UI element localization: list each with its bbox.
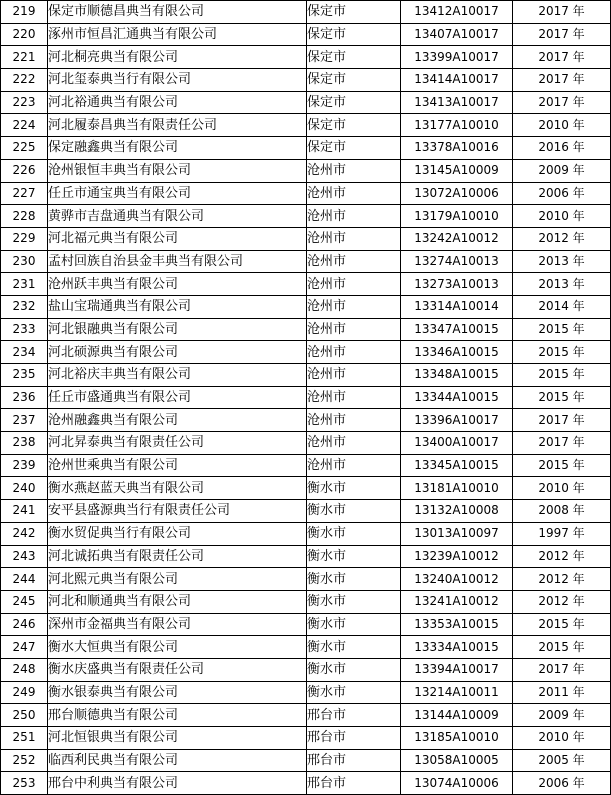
row-number-cell: 222 (1, 69, 48, 92)
table-row (1, 1, 611, 24)
license-code-cell: 13399A10017 (401, 46, 513, 69)
year-cell: 2015 年 (513, 454, 611, 477)
year-cell: 2015 年 (513, 386, 611, 409)
table-row (1, 409, 611, 432)
company-name-cell: 任丘市盛通典当有限公司 (48, 386, 307, 409)
company-name-cell: 河北硕源典当有限公司 (48, 341, 307, 364)
license-code-cell: 13412A10017 (401, 1, 513, 24)
company-name-cell: 河北玺泰典当行有限公司 (48, 69, 307, 92)
year-cell: 2013 年 (513, 250, 611, 273)
city-cell: 保定市 (307, 1, 401, 24)
company-name-cell: 安平县盛源典当行有限责任公司 (48, 500, 307, 523)
table-row (1, 432, 611, 455)
year-cell: 2015 年 (513, 613, 611, 636)
row-number-cell: 229 (1, 227, 48, 250)
city-cell: 邢台市 (307, 749, 401, 772)
license-code-cell: 13239A10012 (401, 545, 513, 568)
company-name-cell: 河北裕通典当有限公司 (48, 91, 307, 114)
row-number-cell: 249 (1, 681, 48, 704)
table-row (1, 69, 611, 92)
license-code-cell: 13185A10010 (401, 727, 513, 750)
year-cell: 2017 年 (513, 432, 611, 455)
year-cell: 2010 年 (513, 477, 611, 500)
company-name-cell: 涿州市恒昌汇通典当有限公司 (48, 23, 307, 46)
license-code-cell: 13394A10017 (401, 658, 513, 681)
city-cell: 衡水市 (307, 681, 401, 704)
license-code-cell: 13241A10012 (401, 590, 513, 613)
row-number-cell: 225 (1, 137, 48, 160)
table-row (1, 159, 611, 182)
company-name-cell: 河北昇泰典当有限责任公司 (48, 432, 307, 455)
year-cell: 2016 年 (513, 137, 611, 160)
year-cell: 2010 年 (513, 205, 611, 228)
row-number-cell: 246 (1, 613, 48, 636)
city-cell: 沧州市 (307, 364, 401, 387)
year-cell: 2017 年 (513, 409, 611, 432)
year-cell: 2005 年 (513, 749, 611, 772)
company-name-cell: 沧州世乘典当有限公司 (48, 454, 307, 477)
city-cell: 保定市 (307, 114, 401, 137)
company-name-cell: 河北桐亮典当有限公司 (48, 46, 307, 69)
company-name-cell: 衡水贸促典当行有限公司 (48, 522, 307, 545)
company-name-cell: 沧州融鑫典当有限公司 (48, 409, 307, 432)
city-cell: 沧州市 (307, 318, 401, 341)
city-cell: 衡水市 (307, 500, 401, 523)
row-number-cell: 240 (1, 477, 48, 500)
row-number-cell: 250 (1, 704, 48, 727)
row-number-cell: 248 (1, 658, 48, 681)
company-name-cell: 邢台顺德典当有限公司 (48, 704, 307, 727)
company-name-cell: 河北银融典当有限公司 (48, 318, 307, 341)
table-row (1, 386, 611, 409)
table-row (1, 727, 611, 750)
city-cell: 衡水市 (307, 522, 401, 545)
city-cell: 保定市 (307, 91, 401, 114)
table-row (1, 749, 611, 772)
city-cell: 保定市 (307, 69, 401, 92)
table-row (1, 590, 611, 613)
table-row (1, 522, 611, 545)
license-code-cell: 13144A10009 (401, 704, 513, 727)
city-cell: 衡水市 (307, 545, 401, 568)
license-code-cell: 13145A10009 (401, 159, 513, 182)
row-number-cell: 226 (1, 159, 48, 182)
company-name-cell: 河北福元典当有限公司 (48, 227, 307, 250)
table-row (1, 182, 611, 205)
table-row (1, 46, 611, 69)
table-row (1, 205, 611, 228)
year-cell: 2012 年 (513, 227, 611, 250)
company-name-cell: 河北和顺通典当有限公司 (48, 590, 307, 613)
company-name-cell: 黄骅市吉盘通典当有限公司 (48, 205, 307, 228)
year-cell: 2006 年 (513, 182, 611, 205)
city-cell: 保定市 (307, 23, 401, 46)
license-code-cell: 13400A10017 (401, 432, 513, 455)
row-number-cell: 241 (1, 500, 48, 523)
company-name-cell: 临西利民典当有限公司 (48, 749, 307, 772)
table-row (1, 454, 611, 477)
year-cell: 2011 年 (513, 681, 611, 704)
row-number-cell: 237 (1, 409, 48, 432)
city-cell: 保定市 (307, 46, 401, 69)
year-cell: 2012 年 (513, 545, 611, 568)
year-cell: 2017 年 (513, 658, 611, 681)
license-code-cell: 13396A10017 (401, 409, 513, 432)
year-cell: 2013 年 (513, 273, 611, 296)
city-cell: 沧州市 (307, 454, 401, 477)
license-code-cell: 13347A10015 (401, 318, 513, 341)
license-code-cell: 13214A10011 (401, 681, 513, 704)
row-number-cell: 232 (1, 295, 48, 318)
table-row (1, 295, 611, 318)
license-code-cell: 13072A10006 (401, 182, 513, 205)
city-cell: 衡水市 (307, 590, 401, 613)
year-cell: 2015 年 (513, 364, 611, 387)
license-code-cell: 13413A10017 (401, 91, 513, 114)
year-cell: 2010 年 (513, 727, 611, 750)
table-row (1, 500, 611, 523)
year-cell: 2015 年 (513, 636, 611, 659)
license-code-cell: 13179A10010 (401, 205, 513, 228)
city-cell: 沧州市 (307, 227, 401, 250)
table-row (1, 341, 611, 364)
license-code-cell: 13274A10013 (401, 250, 513, 273)
license-code-cell: 13242A10012 (401, 227, 513, 250)
year-cell: 2012 年 (513, 590, 611, 613)
license-code-cell: 13407A10017 (401, 23, 513, 46)
license-code-cell: 13314A10014 (401, 295, 513, 318)
row-number-cell: 252 (1, 749, 48, 772)
year-cell: 2010 年 (513, 114, 611, 137)
city-cell: 邢台市 (307, 727, 401, 750)
year-cell: 2014 年 (513, 295, 611, 318)
company-name-cell: 衡水庆盛典当有限责任公司 (48, 658, 307, 681)
city-cell: 衡水市 (307, 658, 401, 681)
city-cell: 沧州市 (307, 295, 401, 318)
license-code-cell: 13348A10015 (401, 364, 513, 387)
row-number-cell: 221 (1, 46, 48, 69)
company-name-cell: 任丘市通宝典当有限公司 (48, 182, 307, 205)
row-number-cell: 242 (1, 522, 48, 545)
license-code-cell: 13346A10015 (401, 341, 513, 364)
table-row (1, 477, 611, 500)
city-cell: 沧州市 (307, 182, 401, 205)
year-cell: 2006 年 (513, 772, 611, 795)
license-code-cell: 13240A10012 (401, 568, 513, 591)
company-name-cell: 盐山宝瑞通典当有限公司 (48, 295, 307, 318)
city-cell: 沧州市 (307, 159, 401, 182)
table-row (1, 91, 611, 114)
company-name-cell: 保定市顺德昌典当有限公司 (48, 1, 307, 24)
table-row (1, 704, 611, 727)
license-code-cell: 13013A10097 (401, 522, 513, 545)
row-number-cell: 238 (1, 432, 48, 455)
row-number-cell: 233 (1, 318, 48, 341)
company-name-cell: 邢台中利典当有限公司 (48, 772, 307, 795)
company-name-cell: 河北裕庆丰典当有限公司 (48, 364, 307, 387)
company-name-cell: 沧州跃丰典当有限公司 (48, 273, 307, 296)
row-number-cell: 224 (1, 114, 48, 137)
license-code-cell: 13345A10015 (401, 454, 513, 477)
table-row (1, 137, 611, 160)
table-row (1, 23, 611, 46)
table-row (1, 636, 611, 659)
city-cell: 沧州市 (307, 432, 401, 455)
row-number-cell: 230 (1, 250, 48, 273)
table-row (1, 273, 611, 296)
company-name-cell: 保定融鑫典当有限公司 (48, 137, 307, 160)
year-cell: 2009 年 (513, 704, 611, 727)
table-row (1, 658, 611, 681)
license-code-cell: 13181A10010 (401, 477, 513, 500)
license-code-cell: 13074A10006 (401, 772, 513, 795)
year-cell: 1997 年 (513, 522, 611, 545)
license-code-cell: 13353A10015 (401, 613, 513, 636)
table-row (1, 318, 611, 341)
row-number-cell: 220 (1, 23, 48, 46)
year-cell: 2012 年 (513, 568, 611, 591)
year-cell: 2015 年 (513, 318, 611, 341)
row-number-cell: 244 (1, 568, 48, 591)
company-name-cell: 河北履泰昌典当有限责任公司 (48, 114, 307, 137)
row-number-cell: 228 (1, 205, 48, 228)
city-cell: 邢台市 (307, 772, 401, 795)
company-name-cell: 沧州银恒丰典当有限公司 (48, 159, 307, 182)
year-cell: 2017 年 (513, 91, 611, 114)
company-name-cell: 孟村回族自治县金丰典当有限公司 (48, 250, 307, 273)
city-cell: 沧州市 (307, 409, 401, 432)
city-cell: 沧州市 (307, 205, 401, 228)
table-row (1, 250, 611, 273)
table-row (1, 545, 611, 568)
company-name-cell: 河北熙元典当有限公司 (48, 568, 307, 591)
row-number-cell: 247 (1, 636, 48, 659)
license-code-cell: 13273A10013 (401, 273, 513, 296)
city-cell: 沧州市 (307, 386, 401, 409)
license-code-cell: 13177A10010 (401, 114, 513, 137)
year-cell: 2017 年 (513, 69, 611, 92)
row-number-cell: 236 (1, 386, 48, 409)
year-cell: 2017 年 (513, 46, 611, 69)
license-code-cell: 13058A10005 (401, 749, 513, 772)
city-cell: 衡水市 (307, 636, 401, 659)
row-number-cell: 239 (1, 454, 48, 477)
license-code-cell: 13334A10015 (401, 636, 513, 659)
year-cell: 2008 年 (513, 500, 611, 523)
row-number-cell: 219 (1, 1, 48, 24)
city-cell: 沧州市 (307, 273, 401, 296)
company-name-cell: 衡水银泰典当有限公司 (48, 681, 307, 704)
year-cell: 2009 年 (513, 159, 611, 182)
table-row (1, 227, 611, 250)
license-code-cell: 13344A10015 (401, 386, 513, 409)
city-cell: 衡水市 (307, 613, 401, 636)
license-code-cell: 13414A10017 (401, 69, 513, 92)
row-number-cell: 231 (1, 273, 48, 296)
table-row (1, 568, 611, 591)
city-cell: 沧州市 (307, 341, 401, 364)
year-cell: 2017 年 (513, 23, 611, 46)
company-name-cell: 深州市金福典当有限公司 (48, 613, 307, 636)
row-number-cell: 227 (1, 182, 48, 205)
table-row (1, 114, 611, 137)
row-number-cell: 234 (1, 341, 48, 364)
table-row (1, 364, 611, 387)
table-row (1, 613, 611, 636)
company-name-cell: 河北恒银典当有限公司 (48, 727, 307, 750)
company-name-cell: 衡水燕赵蓝天典当有限公司 (48, 477, 307, 500)
row-number-cell: 243 (1, 545, 48, 568)
table-row (1, 681, 611, 704)
city-cell: 衡水市 (307, 477, 401, 500)
license-code-cell: 13132A10008 (401, 500, 513, 523)
license-code-cell: 13378A10016 (401, 137, 513, 160)
city-cell: 保定市 (307, 137, 401, 160)
table-body (1, 1, 611, 795)
year-cell: 2017 年 (513, 1, 611, 24)
city-cell: 邢台市 (307, 704, 401, 727)
table-row (1, 772, 611, 795)
row-number-cell: 223 (1, 91, 48, 114)
city-cell: 沧州市 (307, 250, 401, 273)
company-name-cell: 河北诚拓典当有限责任公司 (48, 545, 307, 568)
company-name-cell: 衡水大恒典当有限公司 (48, 636, 307, 659)
year-cell: 2015 年 (513, 341, 611, 364)
row-number-cell: 235 (1, 364, 48, 387)
city-cell: 衡水市 (307, 568, 401, 591)
row-number-cell: 251 (1, 727, 48, 750)
row-number-cell: 253 (1, 772, 48, 795)
row-number-cell: 245 (1, 590, 48, 613)
